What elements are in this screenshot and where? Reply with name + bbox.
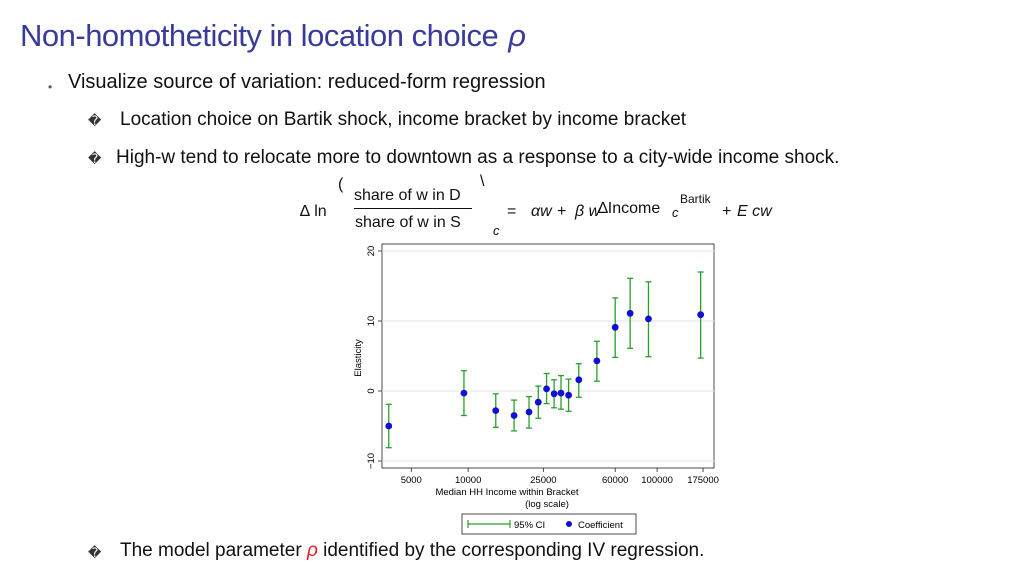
eq-close-paren: \ <box>480 173 485 190</box>
bottom-bullet <box>120 540 704 562</box>
rho-symbol: ρ <box>508 18 526 53</box>
eq-beta: β w <box>575 203 601 220</box>
x-tick-label: 5000 <box>400 475 422 486</box>
coefficient-point <box>558 390 565 397</box>
slide-title <box>20 18 526 54</box>
coefficient-point <box>645 316 652 323</box>
eq-income-sub: c <box>672 205 679 220</box>
slide-title-text: Non-homotheticity in location choice <box>20 18 499 53</box>
eq-bartik: Bartik <box>680 192 711 206</box>
bullet-marker: • <box>48 80 53 94</box>
eq-fraction-bar <box>354 208 472 209</box>
y-tick-label: 20 <box>366 245 377 257</box>
x-tick-label: 100000 <box>641 475 673 486</box>
x-axis-label-scale: (log scale) <box>525 499 569 510</box>
y-tick-label: −10 <box>366 452 377 470</box>
y-tick-label: 10 <box>366 315 377 327</box>
eq-plus-2: + <box>722 203 732 220</box>
eq-open-paren: ( <box>338 176 344 193</box>
y-axis-label: Elasticity <box>353 339 364 377</box>
eq-plus-1: + <box>557 203 567 220</box>
bottom-bullet-text-before: The model parameter <box>120 540 302 561</box>
coefficient-point <box>565 392 572 399</box>
sub-bullet-marker: � <box>88 151 102 166</box>
eq-subscript-c: c <box>493 223 500 238</box>
eq-numerator: share of w in D <box>354 187 461 204</box>
coefficient-point <box>697 311 704 318</box>
bottom-bullet-rho: ρ <box>306 540 318 561</box>
x-tick-label: 175000 <box>687 475 719 486</box>
x-axis-label: Median HH Income within Bracket <box>435 487 579 498</box>
x-tick-label: 60000 <box>601 475 629 486</box>
coefficient-point <box>575 376 582 383</box>
legend <box>462 514 636 534</box>
eq-delta-ln: ∆ ln <box>300 203 327 220</box>
x-tick-label: 25000 <box>530 475 557 486</box>
legend-point-label: Coefficient <box>578 520 623 531</box>
coefficient-point <box>543 386 550 393</box>
elasticity-chart <box>340 240 740 540</box>
coefficient-point <box>385 423 392 430</box>
y-tick-label: 0 <box>366 388 377 394</box>
coefficient-point <box>535 399 542 406</box>
plot-area <box>382 244 714 468</box>
eq-denominator: share of w in S <box>355 214 461 231</box>
coefficient-point <box>593 358 600 365</box>
sub-bullet-location-choice: Location choice on Bartik shock, income bracket by income bracket <box>120 109 687 130</box>
eq-epsilon: E cw <box>737 203 772 220</box>
eq-equals: = <box>507 203 517 220</box>
eq-delta-income: ∆Income <box>598 200 661 217</box>
bottom-bullet-marker: � <box>88 545 102 560</box>
legend-point-marker <box>566 521 572 527</box>
coefficient-point <box>526 409 533 416</box>
bottom-bullet-text-after: identified by the corresponding IV regression. <box>323 540 705 561</box>
coefficient-point <box>492 407 499 414</box>
bullet-visualize: Visualize source of variation: reduced-form regression <box>68 71 546 93</box>
legend-ci-label: 95% CI <box>514 520 546 531</box>
x-tick-label: 10000 <box>454 475 482 486</box>
coefficient-point <box>627 310 634 317</box>
coefficient-point <box>511 412 518 419</box>
eq-alpha: αw <box>531 203 552 220</box>
sub-bullet-marker: � <box>88 113 102 128</box>
coefficient-point <box>551 390 558 397</box>
sub-bullet-high-w: High-w tend to relocate more to downtown as a response to a city-wide income shock. <box>116 147 840 168</box>
coefficient-point <box>461 390 468 397</box>
coefficient-point <box>612 324 619 331</box>
